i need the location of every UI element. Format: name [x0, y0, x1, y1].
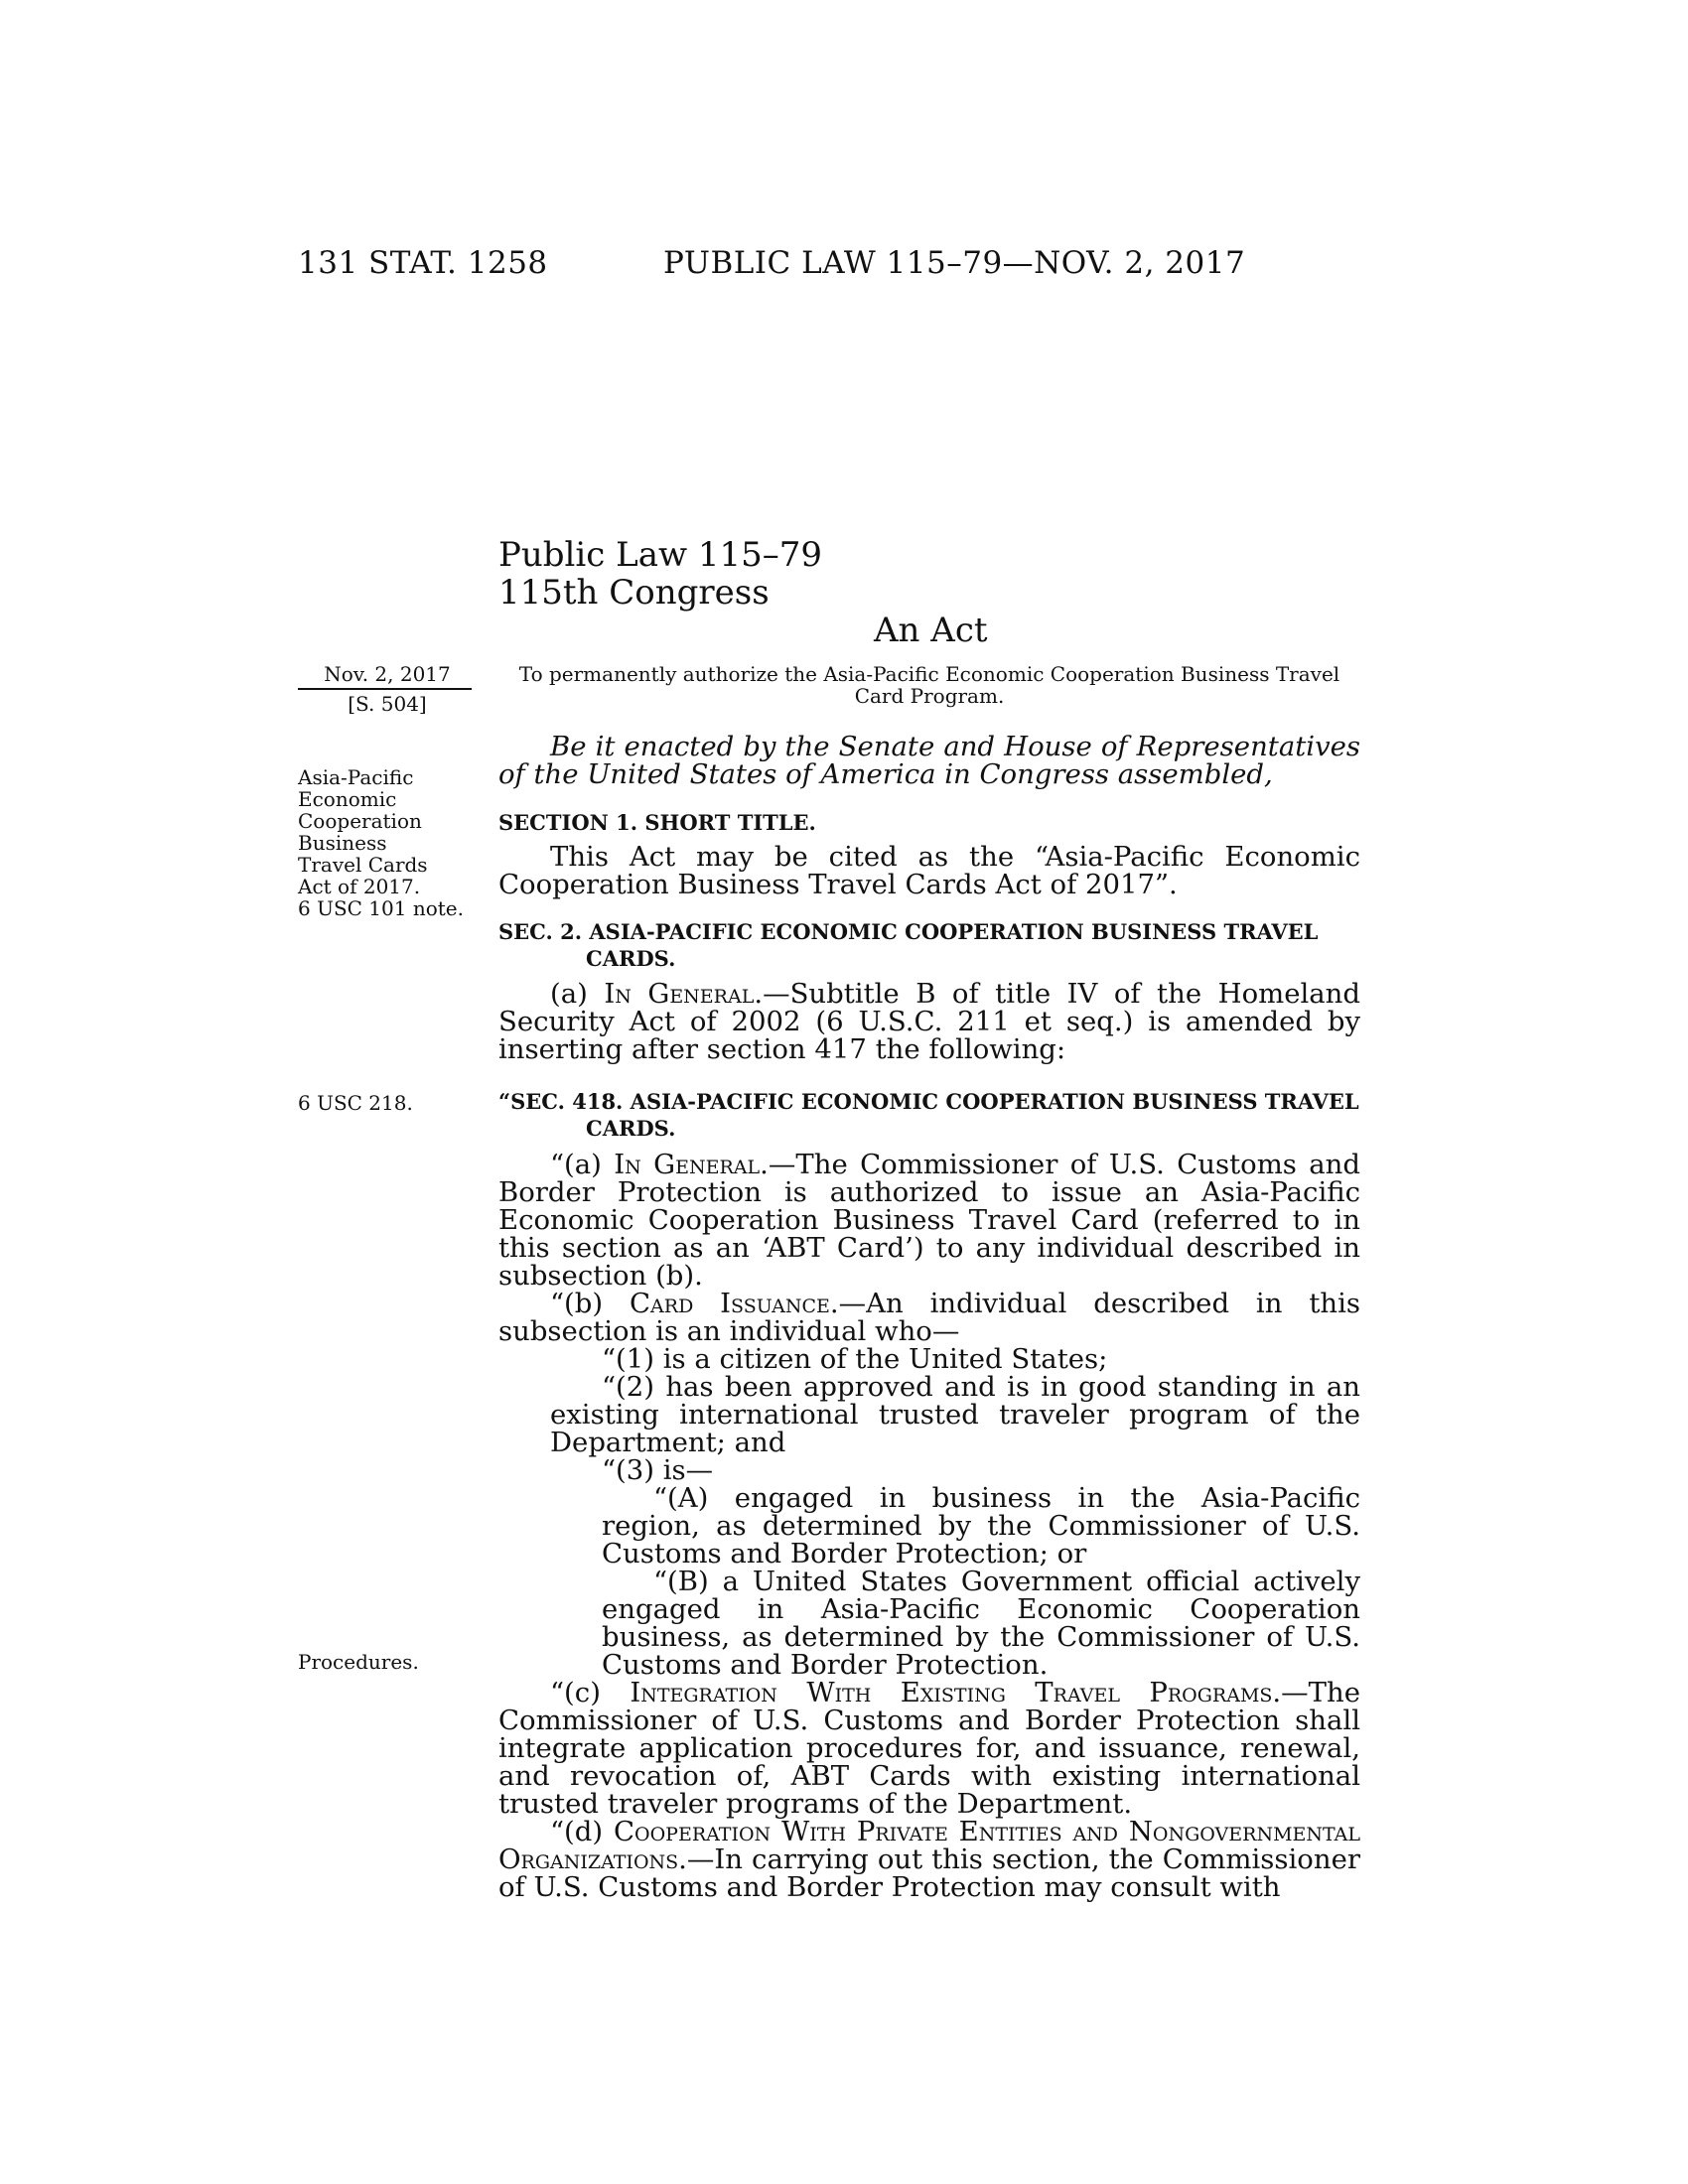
congress-number: 115th Congress [498, 573, 770, 613]
subsection-text: —The Commissioner of U.S. Customs and Border Protection shall integrate application procedures for, and issuance, renewal, and revocation of, ABT Cards with existing international trusted traveler programs of the Department. [498, 1677, 1360, 1820]
subsection-text: —The Commissioner of U.S. Customs and Border Protection is authorized to issue an Asia-Pacific Economic Cooperation Business Travel Card (referred to in this section as an ‘ABT Card’) to any individual described in subsection (b). [498, 1149, 1360, 1292]
section-1-heading: SECTION 1. SHORT TITLE. [498, 810, 816, 835]
margin-rule [298, 688, 472, 690]
subsection-prefix: “(d) [550, 1816, 614, 1847]
usc-218-margin-note: 6 USC 218. [298, 1091, 413, 1115]
section-418-subsection-d [498, 1818, 1360, 1901]
paragraph-b1: “(1) is a citizen of the United States; [602, 1343, 1108, 1375]
running-header: PUBLIC LAW 115–79—NOV. 2, 2017 [663, 245, 1246, 281]
margin-note-line: Cooperation [298, 809, 422, 833]
enactment-date: Nov. 2, 2017 [324, 662, 451, 686]
section-2-body [498, 980, 1360, 1063]
subsection-prefix: (a) [550, 978, 605, 1010]
bill-number: [S. 504] [348, 692, 427, 716]
section-418-heading-line: CARDS. [586, 1116, 676, 1141]
subsection-text: —In carrying out this section, the Commissioner of U.S. Customs and Border Protection may consult with [498, 1843, 1360, 1903]
paragraph-b2: “(2) has been approved and is in good standing in an existing international trusted traveler program of the Department; and [550, 1371, 1360, 1458]
subsection-text: —An individual described in this subsection is an individual who— [498, 1288, 1360, 1347]
subsection-prefix: “(a) [550, 1149, 615, 1180]
margin-note-line: Asia-Pacific [298, 765, 414, 789]
margin-note-line: Act of 2017. [298, 875, 421, 898]
an-act-heading: An Act [874, 611, 988, 650]
margin-note-line: Economic [298, 787, 397, 811]
paragraph-b3: “(3) is— [602, 1454, 714, 1486]
public-law-number: Public Law 115–79 [498, 535, 823, 575]
margin-note-line: Travel Cards [298, 853, 428, 877]
section-1-text: This Act may be cited as the “Asia-Pacific Economic Cooperation Business Travel Cards Act of 2017”. [498, 841, 1360, 900]
subparagraph-b3a: “(A) engaged in business in the Asia-Pacific region, as determined by the Commissioner of U.S. Customs and Border Protection; or [602, 1482, 1360, 1570]
subparagraph-b3b: “(B) a United States Government official actively engaged in Asia-Pacific Economic Cooperation business, as determined by the Commissioner of U.S. Customs and Border Protection. [602, 1566, 1360, 1681]
subsection-caption: Card Issuance. [630, 1288, 839, 1319]
section-418-heading-line: “SEC. 418. ASIA-PACIFIC ECONOMIC COOPERATION BUSINESS TRAVEL [498, 1089, 1359, 1114]
subsection-caption: Cooperation With Private Entities and Nongovernmental Organizations. [498, 1816, 1360, 1875]
subsection-caption: Integration With Existing Travel Programs. [630, 1677, 1282, 1708]
act-purpose: To permanently authorize the Asia-Pacific Economic Cooperation Business Travel Card Program. [518, 662, 1340, 708]
section-418-subsection-b [498, 1290, 1360, 1345]
margin-note-line: 6 USC 101 note. [298, 896, 464, 920]
subsection-caption: In General. [614, 1149, 769, 1180]
section-1-body [498, 843, 1360, 898]
section-418-body [498, 1151, 1360, 1901]
stat-citation: 131 STAT. 1258 [298, 245, 548, 281]
enacting-clause-text: Be it enacted by the Senate and House of Representatives of the United States of America in Congress assembled, [498, 731, 1360, 790]
section-2-heading [498, 918, 1360, 972]
section-2-subsection-a [498, 980, 1360, 1063]
subsection-prefix: “(c) [550, 1677, 631, 1708]
section-2-heading-line: SEC. 2. ASIA-PACIFIC ECONOMIC COOPERATION BUSINESS TRAVEL [498, 919, 1319, 944]
section-2-heading-line: CARDS. [586, 946, 676, 971]
subsection-text: —Subtitle B of title IV of the Homeland Security Act of 2002 (6 U.S.C. 211 et seq.) is amended by inserting after section 417 the following: [498, 978, 1360, 1065]
section-418-subsection-a [498, 1151, 1360, 1290]
enacting-clause [498, 733, 1360, 788]
subsection-caption: In General. [604, 978, 764, 1010]
section-418-subsection-c [498, 1679, 1360, 1818]
section-418-heading [498, 1088, 1360, 1142]
margin-note-line: Business [298, 831, 387, 855]
short-title-margin-note [298, 766, 464, 919]
subsection-prefix: “(b) [550, 1288, 630, 1319]
procedures-margin-note: Procedures. [298, 1650, 419, 1674]
